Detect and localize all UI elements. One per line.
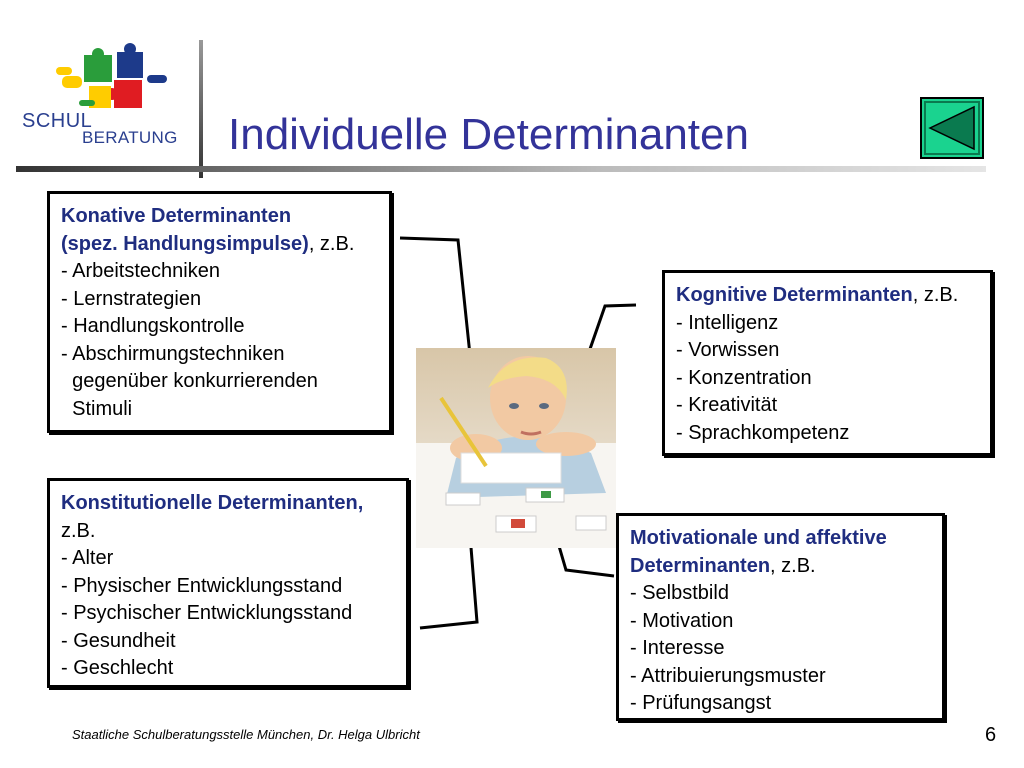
list-item: - Gesundheit <box>61 629 176 652</box>
box-konative-determinanten <box>47 191 392 433</box>
list-item: - Abschirmungstechniken <box>61 342 285 365</box>
list-item: Stimuli <box>61 397 133 420</box>
list-item: - Kreativität <box>676 394 778 416</box>
konativ-header-line1: Konative Determinanten <box>61 205 292 227</box>
konstitution-suffix: z.B. <box>61 519 96 542</box>
list-item: - Lernstrategien <box>61 287 202 310</box>
box-konstitutionelle-determinanten <box>47 478 409 688</box>
list-item: - Prüfungsangst <box>630 692 772 714</box>
title-horizontal-divider <box>16 166 986 172</box>
konativ-suffix: , z.B. <box>308 232 355 255</box>
title-vertical-divider <box>199 40 203 178</box>
kognitiv-suffix: , z.B. <box>912 284 959 306</box>
list-item: - Sprachkompetenz <box>676 421 850 444</box>
list-item: - Interesse <box>630 637 725 659</box>
logo-text-schul: SCHUL <box>22 110 93 132</box>
konstitution-header: Konstitutionelle Determinanten, <box>61 492 364 514</box>
motivation-suffix: , z.B. <box>770 554 816 577</box>
list-item: - Motivation <box>630 609 734 632</box>
list-item: - Intelligenz <box>676 311 779 334</box>
child-studying-photo <box>416 348 616 548</box>
page-number: 6 <box>985 724 997 746</box>
logo-text-beratung: BERATUNG <box>82 128 178 147</box>
konativ-header-line2: (spez. Handlungsimpulse) <box>61 232 309 255</box>
motivation-header-line1: Motivationale und affektive <box>630 527 887 549</box>
list-item: - Physischer Entwicklungsstand <box>61 574 343 597</box>
box-kognitive-determinanten <box>662 270 993 456</box>
footer-credit: Staatliche Schulberatungsstelle München, Dr. Helga Ulbricht <box>72 727 420 742</box>
list-item: - Konzentration <box>676 366 812 389</box>
list-item: - Alter <box>61 547 114 569</box>
list-item: - Selbstbild <box>630 582 729 604</box>
list-item: - Vorwissen <box>676 339 780 361</box>
slide-title: Individuelle Determinanten <box>228 110 749 159</box>
list-item: - Attribuierungsmuster <box>630 664 826 687</box>
box-motivationale-determinanten <box>616 513 945 721</box>
back-button[interactable] <box>920 97 984 159</box>
list-item: gegenüber konkurrierenden <box>61 370 318 392</box>
list-item: - Arbeitstechniken <box>61 260 220 282</box>
list-item: - Geschlecht <box>61 657 174 679</box>
motivation-header-line2: Determinanten <box>630 554 771 577</box>
list-item: - Psychischer Entwicklungsstand <box>61 602 353 624</box>
kognitiv-header: Kognitive Determinanten <box>676 284 913 306</box>
list-item: - Handlungskontrolle <box>61 315 245 337</box>
